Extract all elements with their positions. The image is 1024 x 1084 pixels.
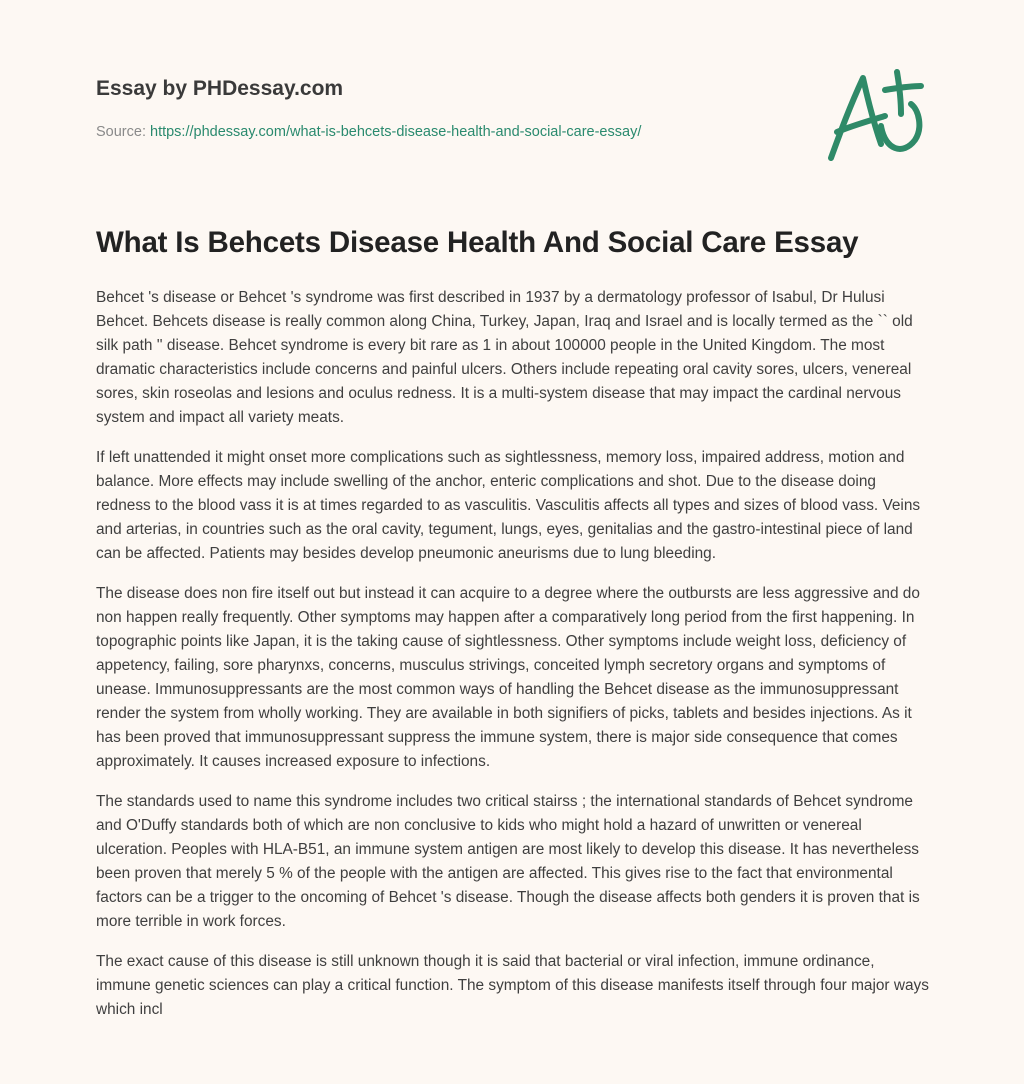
source-link[interactable]: https://phdessay.com/what-is-behcets-disease-health-and-social-care-essay/: [150, 124, 642, 140]
essay-paragraph: The exact cause of this disease is still unknown though it is said that bacterial or viral infection, immune ordinance, immune genetic sciences can play a critical function. The symptom of this disease manifests itself through four major ways which incl: [96, 953, 929, 1018]
essay-body: [96, 286, 932, 1038]
essay-paragraph: The standards used to name this syndrome includes two critical stairss ; the international standards of Behcet syndrome and O'Duffy standards both of which are non conclusive to kids who might hold a hazard of unwritten or venereal ulceration. Peoples with HLA-B51, an immune system antigen are most likely to develop this disease. It has nevertheless been proven that merely 5 % of the people with the antigen are affected. This gives rise to the fact that environmental factors can be a trigger to the oncoming of Behcet 's disease. Though the disease affects both genders it is proven that is more terrible in work forces.: [96, 793, 920, 930]
source-label: Source:: [96, 124, 150, 140]
essay-paragraph: Behcet 's disease or Behcet 's syndrome was first described in 1937 by a dermatology professor of Isabul, Dr Hulusi Behcet. Behcets disease is really common along China, Turkey, Japan, Iraq and Israel and is locally termed as the `` old silk path '' disease. Behcet syndrome is every bit rare as 1 in about 100000 people in the United Kingdom. The most dramatic characteristics include concerns and painful ulcers. Others include repeating oral cavity sores, ulcers, venereal sores, skin roseolas and lesions and oculus redness. It is a multi-system disease that may impact the cardinal nervous system and impact all variety meats.: [96, 289, 913, 426]
site-brand: Essay by PHDessay.com: [96, 77, 344, 100]
essay-paragraph: The disease does non fire itself out but instead it can acquire to a degree where the outbursts are less aggressive and do non happen really frequently. Other symptoms may happen after a comparatively long period from the first happening. In topographic points like Japan, it is the taking cause of sightlessness. Other symptoms include weight loss, deficiency of appetency, failing, sore pharynxs, concerns, musculus strivings, conceited lymph secretory organs and symptoms of unease. Immunosuppressants are the most common ways of handling the Behcet disease as the immunosuppressant render the system from wholly working. They are available in both signifiers of picks, tablets and besides injections. As it has been proved that immunosuppressant suppress the immune system, there is major side consequence that comes approximately. It causes increased exposure to infections.: [96, 585, 920, 770]
essay-title: What Is Behcets Disease Health And Social Care Essay: [96, 226, 859, 259]
a-plus-logo-icon: [823, 66, 927, 164]
source-line: [96, 124, 641, 140]
essay-paragraph: If left unattended it might onset more complications such as sightlessness, memory loss, impaired address, motion and balance. More effects may include swelling of the anchor, enteric complications and shot. Due to the disease doing redness to the blood vass it is at times regarded to as vasculitis. Vasculitis affects all types and sizes of blood vass. Veins and arterias, in countries such as the oral cavity, tegument, lungs, eyes, genitalias and the gastro-intestinal piece of land can be affected. Patients may besides develop pneumonic aneurisms due to lung bleeding.: [96, 449, 921, 562]
